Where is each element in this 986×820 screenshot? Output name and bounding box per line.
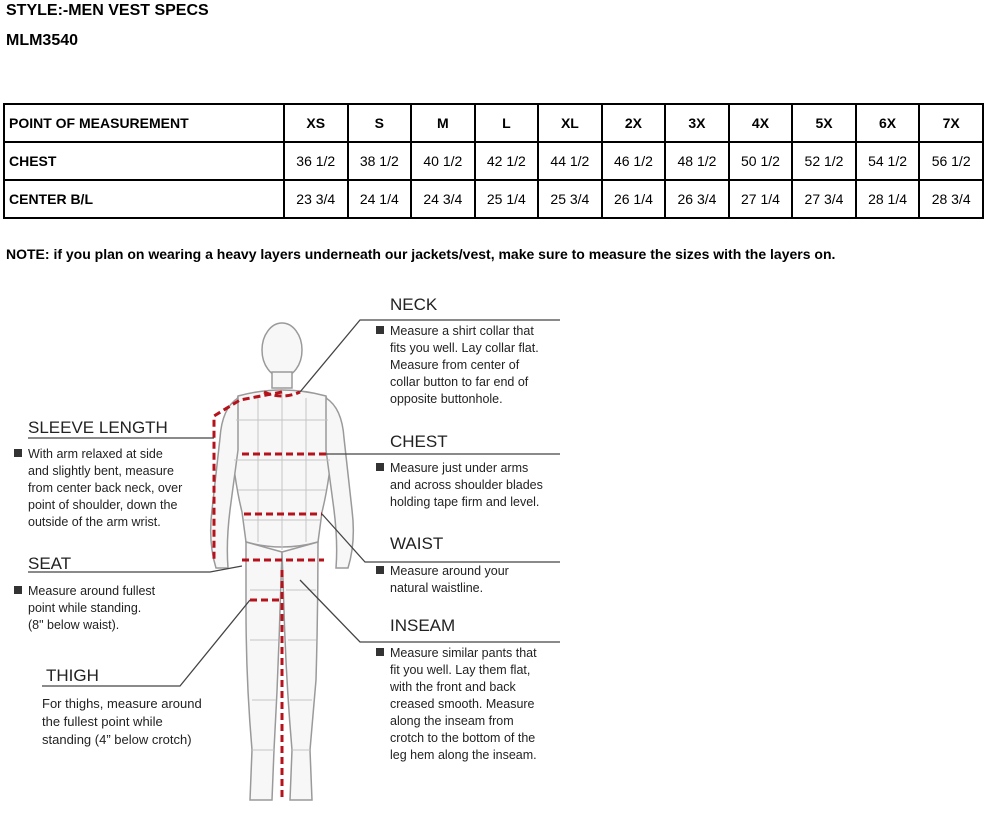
bullet-icon: [14, 449, 22, 457]
inseam-description: [376, 645, 537, 764]
chest-description: [376, 460, 543, 511]
inseam-line: creased smooth. Measure: [390, 697, 535, 711]
inseam-line: crotch to the bottom of the: [390, 731, 536, 745]
table-cell: 46 1/2: [602, 142, 666, 180]
chest-line: and across shoulder blades: [390, 478, 543, 492]
table-row: [4, 180, 983, 218]
sleeve-line: from center back neck, over: [28, 481, 183, 495]
table-cell: 42 1/2: [475, 142, 539, 180]
table-cell: 54 1/2: [856, 142, 920, 180]
inseam-line: with the front and back: [390, 680, 516, 694]
table-cell: 25 3/4: [538, 180, 602, 218]
column-header: XL: [538, 104, 602, 142]
table-cell: 26 1/4: [602, 180, 666, 218]
column-header: S: [348, 104, 412, 142]
style-code: MLM3540: [6, 32, 79, 49]
table-cell: 52 1/2: [792, 142, 856, 180]
neck-line: fits you well. Lay collar flat.: [390, 341, 539, 355]
neck-line: Measure from center of: [390, 358, 520, 372]
seat-description: [14, 583, 155, 634]
table-cell: 24 1/4: [348, 180, 412, 218]
seat-title: SEAT: [28, 554, 72, 573]
column-header: XS: [284, 104, 348, 142]
table-cell: 28 3/4: [919, 180, 983, 218]
sleeve-line: and slightly bent, measure: [28, 464, 174, 478]
waist-line: Measure around your: [390, 564, 509, 578]
thigh-line: For thighs, measure around: [42, 696, 202, 711]
thigh-line: the fullest point while: [42, 714, 163, 729]
waist-line: natural waistline.: [390, 581, 484, 595]
inseam-line: fit you well. Lay them flat,: [390, 663, 531, 677]
column-header: 4X: [729, 104, 793, 142]
neck-line: opposite buttonhole.: [390, 392, 503, 406]
column-header: POINT OF MEASUREMENT: [4, 104, 284, 142]
column-header: 7X: [919, 104, 983, 142]
column-header: L: [475, 104, 539, 142]
table-cell: 27 1/4: [729, 180, 793, 218]
sleeve-line: With arm relaxed at side: [28, 447, 163, 461]
bullet-icon: [376, 566, 384, 574]
thigh-description: [42, 695, 202, 749]
table-cell: 44 1/2: [538, 142, 602, 180]
row-label: CENTER B/L: [4, 180, 284, 218]
bullet-icon: [376, 326, 384, 334]
row-label: CHEST: [4, 142, 284, 180]
inseam-line: leg hem along the inseam.: [390, 748, 537, 762]
sleeve-line: point of shoulder, down the: [28, 498, 178, 512]
chest-line: Measure just under arms: [390, 461, 529, 475]
table-cell: 56 1/2: [919, 142, 983, 180]
neck-line: collar button to far end of: [390, 375, 529, 389]
chest-title: CHEST: [390, 432, 448, 451]
style-title: STYLE:-MEN VEST SPECS: [6, 2, 209, 19]
seat-line: Measure around fullest: [28, 584, 156, 598]
bullet-icon: [14, 586, 22, 594]
table-cell: 40 1/2: [411, 142, 475, 180]
table-cell: 25 1/4: [475, 180, 539, 218]
waist-description: [376, 563, 509, 597]
table-row: [4, 142, 983, 180]
thigh-line: standing (4” below crotch): [42, 732, 192, 747]
neck-line: Measure a shirt collar that: [390, 324, 534, 338]
inseam-title: INSEAM: [390, 616, 456, 635]
column-header: 6X: [856, 104, 920, 142]
table-cell: 50 1/2: [729, 142, 793, 180]
table-cell: 24 3/4: [411, 180, 475, 218]
column-header: 2X: [602, 104, 666, 142]
chest-line: holding tape firm and level.: [390, 495, 540, 509]
table-cell: 23 3/4: [284, 180, 348, 218]
bullet-icon: [376, 463, 384, 471]
bullet-icon: [376, 648, 384, 656]
sleeve-line: outside of the arm wrist.: [28, 515, 161, 529]
thigh-title: THIGH: [46, 666, 99, 685]
table-cell: 36 1/2: [284, 142, 348, 180]
table-cell: 38 1/2: [348, 142, 412, 180]
neck-description: [376, 323, 539, 408]
layering-note: NOTE: if you plan on wearing a heavy layers underneath our jackets/vest, make sure to measure the sizes with the layers on.: [6, 246, 836, 262]
column-header: 3X: [665, 104, 729, 142]
waist-title: WAIST: [390, 534, 444, 553]
neck-title: NECK: [390, 295, 438, 314]
column-header: M: [411, 104, 475, 142]
table-cell: 48 1/2: [665, 142, 729, 180]
sleeve-length-description: [14, 446, 182, 531]
column-header: 5X: [792, 104, 856, 142]
seat-line: point while standing.: [28, 601, 142, 615]
table-cell: 26 3/4: [665, 180, 729, 218]
table-cell: 27 3/4: [792, 180, 856, 218]
seat-line: (8" below waist).: [28, 618, 120, 632]
inseam-line: Measure similar pants that: [390, 646, 537, 660]
sleeve-length-title: SLEEVE LENGTH: [28, 418, 168, 437]
size-spec-table: [3, 103, 984, 219]
table-header-row: [4, 104, 983, 142]
table-cell: 28 1/4: [856, 180, 920, 218]
inseam-line: along the inseam from: [390, 714, 514, 728]
